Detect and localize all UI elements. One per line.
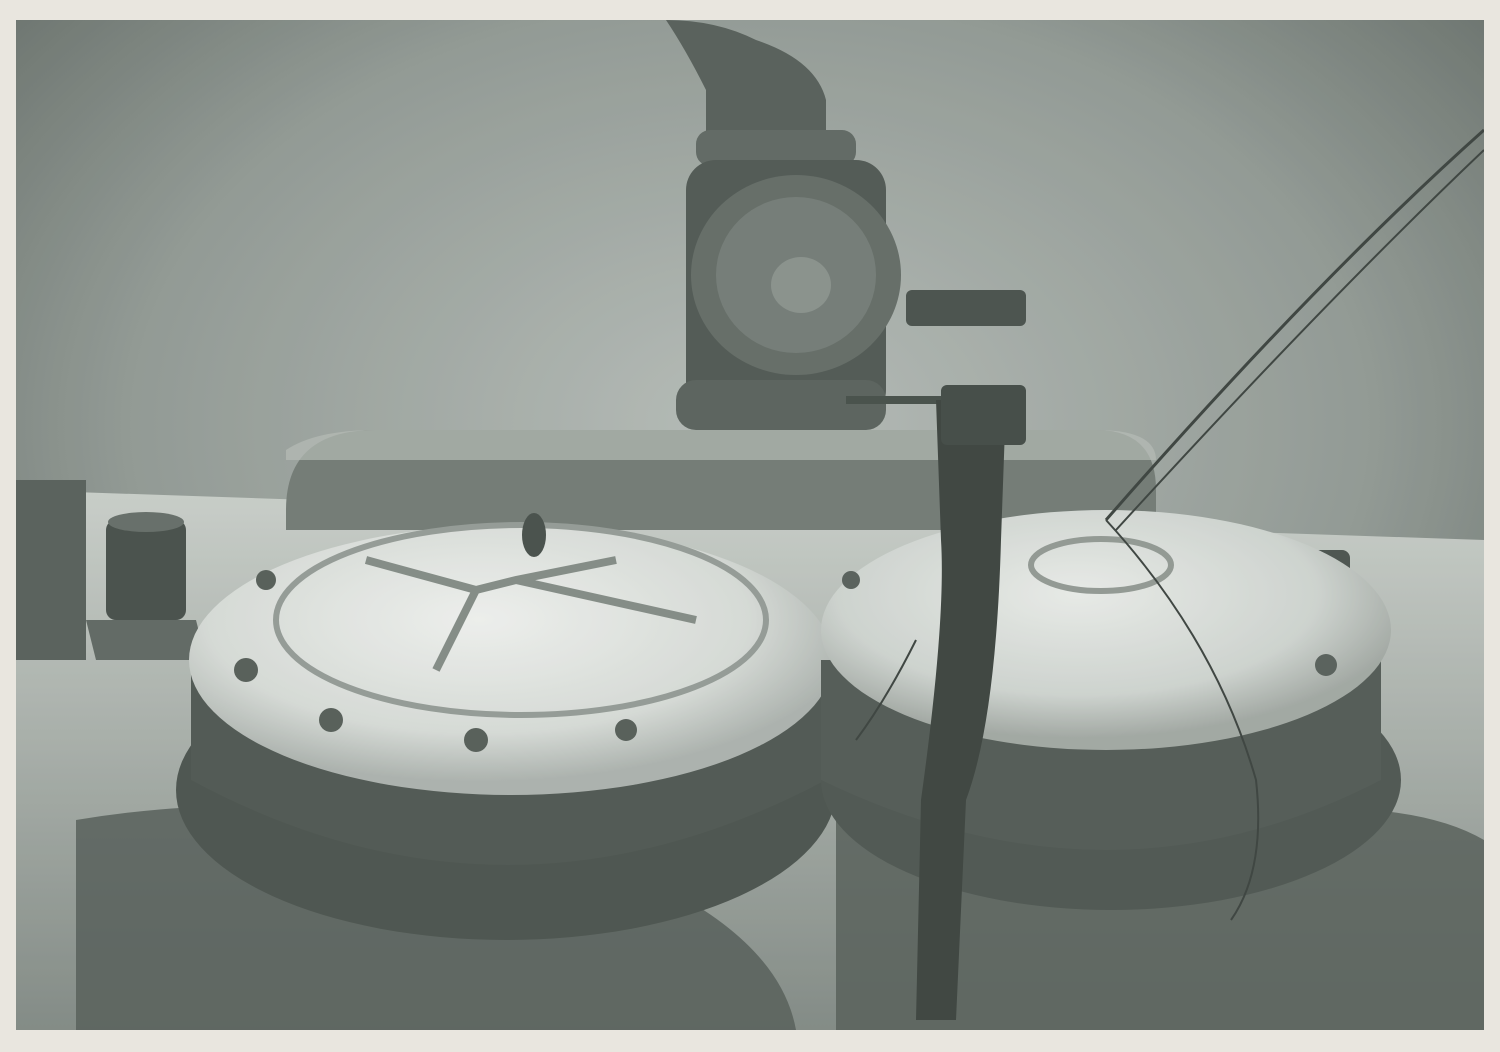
haze-overlay — [16, 20, 1484, 1030]
photograph — [16, 20, 1484, 1030]
photo-scene — [16, 20, 1484, 1030]
